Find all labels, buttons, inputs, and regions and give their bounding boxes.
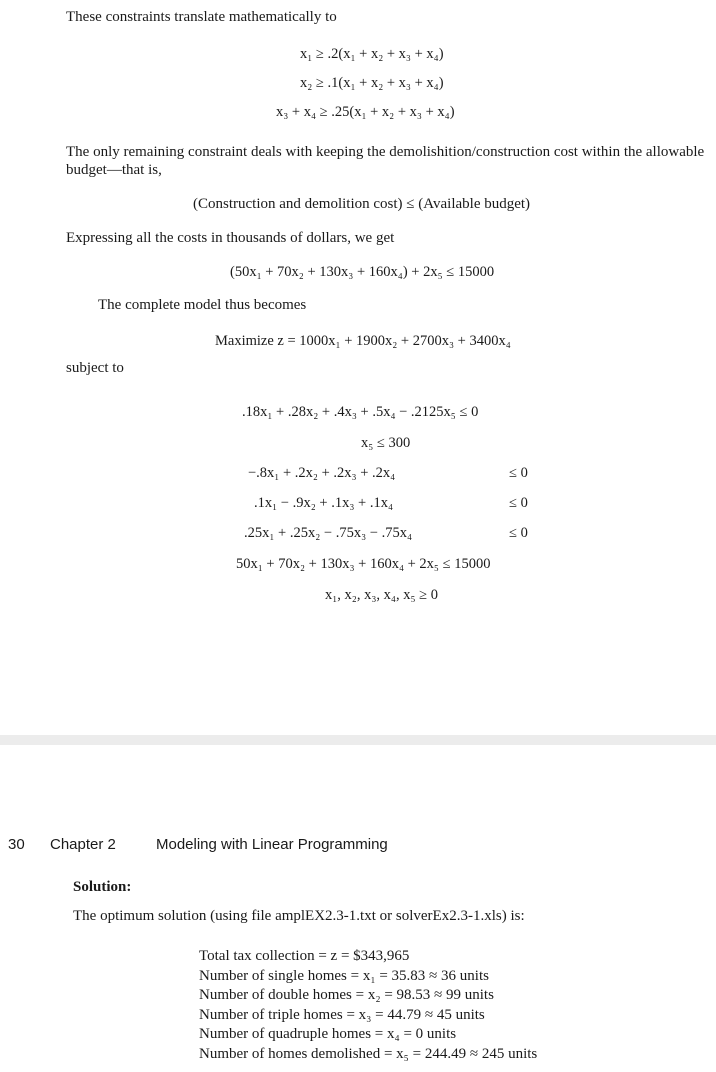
objective-function: Maximize z = 1000x₁ + 1900x₂ + 2700x₃ + 3400x₄ bbox=[215, 333, 511, 349]
solution-intro: The optimum solution (using file amplEX2.3-1.txt or solverEx2.3-1.xls) is: bbox=[73, 908, 525, 924]
budget-word-equation: (Construction and demolition cost) ≤ (Available budget) bbox=[193, 196, 531, 212]
model-constraint-3-rhs: ≤ 0 bbox=[509, 465, 528, 481]
lower-page bbox=[0, 745, 716, 1072]
solution-heading: Solution: bbox=[73, 879, 132, 895]
model-constraint-4: .1x₁ − .9x₂ + .1x₃ + .1x₄ bbox=[254, 495, 394, 511]
result-line-single-homes: Number of single homes = x₁ = 35.83 ≈ 36 units bbox=[199, 967, 489, 984]
costs-text: Expressing all the costs in thousands of dollars, we get bbox=[66, 230, 395, 246]
result-line-demolished: Number of homes demolished = x₅ = 244.49 ≈ 245 units bbox=[199, 1045, 538, 1062]
budget-paragraph: The only remaining constraint deals with keeping the demolishition/construction cost within the allowable budget—that is, bbox=[66, 144, 705, 178]
model-constraint-5: .25x₁ + .25x₂ − .75x₃ − .75x₄ bbox=[244, 525, 413, 541]
model-constraint-3: −.8x₁ + .2x₂ + .2x₃ + .2x₄ bbox=[248, 465, 396, 481]
cost-equation: (50x₁ + 70x₂ + 130x₃ + 160x₄) + 2x₅ ≤ 15000 bbox=[230, 264, 495, 280]
result-line-double-homes: Number of double homes = x₂ = 98.53 ≈ 99 units bbox=[199, 987, 494, 1003]
result-line-quadruple-homes: Number of quadruple homes = x₄ = 0 units bbox=[199, 1026, 457, 1042]
model-constraint-1: .18x₁ + .28x₂ + .4x₃ + .5x₄ − .2125x₅ ≤ 0 bbox=[242, 404, 479, 420]
model-constraint-5-rhs: ≤ 0 bbox=[509, 525, 528, 541]
subject-to-label: subject to bbox=[66, 360, 124, 376]
model-constraint-4-rhs: ≤ 0 bbox=[509, 495, 528, 511]
model-constraint-6: 50x₁ + 70x₂ + 130x₃ + 160x₄ + 2x₅ ≤ 15000 bbox=[236, 556, 491, 572]
model-intro-text: The complete model thus becomes bbox=[98, 297, 307, 313]
constraint-equation-2: x₂ ≥ .1(x₁ + x₂ + x₃ + x₄) bbox=[300, 75, 444, 91]
constraint-equation-3: x₃ + x₄ ≥ .25(x₁ + x₂ + x₃ + x₄) bbox=[276, 104, 455, 120]
constraints-intro-text: These constraints translate mathematically to bbox=[66, 9, 337, 25]
result-line-triple-homes: Number of triple homes = x₃ = 44.79 ≈ 45 units bbox=[199, 1006, 485, 1023]
result-line-total-tax: Total tax collection = z = $343,965 bbox=[199, 948, 410, 964]
page-divider bbox=[0, 735, 716, 745]
constraint-equation-1: x₁ ≥ .2(x₁ + x₂ + x₃ + x₄) bbox=[300, 46, 444, 62]
chapter-label: Chapter 2 bbox=[50, 836, 116, 853]
model-constraint-2: x₅ ≤ 300 bbox=[361, 435, 411, 451]
nonnegativity-constraint: x₁, x₂, x₃, x₄, x₅ ≥ 0 bbox=[325, 587, 438, 603]
chapter-title: Modeling with Linear Programming bbox=[156, 836, 388, 853]
page-number: 30 bbox=[8, 836, 25, 853]
